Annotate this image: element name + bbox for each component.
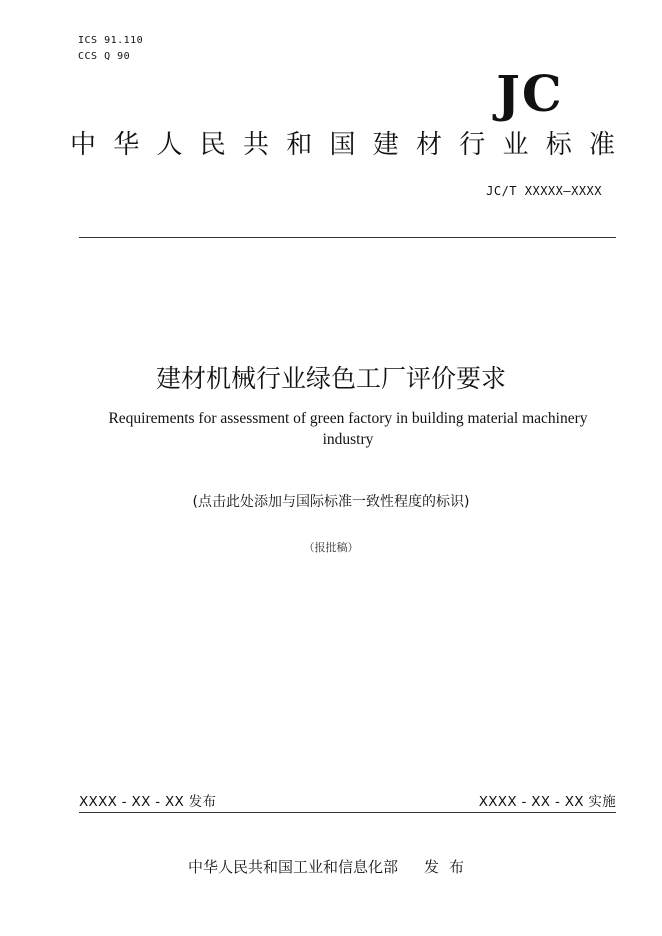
ccs-code: CCS Q 90 [78,51,131,62]
issuer-verb: 发布 [424,858,475,876]
issuer-name: 中华人民共和国工业和信息化部 [187,858,398,876]
consistency-note[interactable]: (点击此处添加与国际标准一致性程度的标识) [192,494,470,510]
standard-number: JC/T XXXXX—XXXX [486,184,602,198]
ics-code: ICS 91.110 [78,35,144,46]
bottom-divider [79,812,616,813]
implement-date: XXXX - XX - XX 实施 [478,794,616,810]
jc-logo: JC [496,64,564,123]
issuer-line [0,856,662,878]
document-title-english: Requirements for assessment of green factory in building material machinery industry [108,410,588,448]
top-divider [79,237,616,238]
standard-category-title: 中华人民共和国建材行业标准 [70,130,615,160]
document-title-chinese: 建材机械行业绿色工厂评价要求 [155,364,506,393]
publish-date: XXXX - XX - XX 发布 [79,794,217,810]
draft-status: （报批稿） [303,541,359,554]
